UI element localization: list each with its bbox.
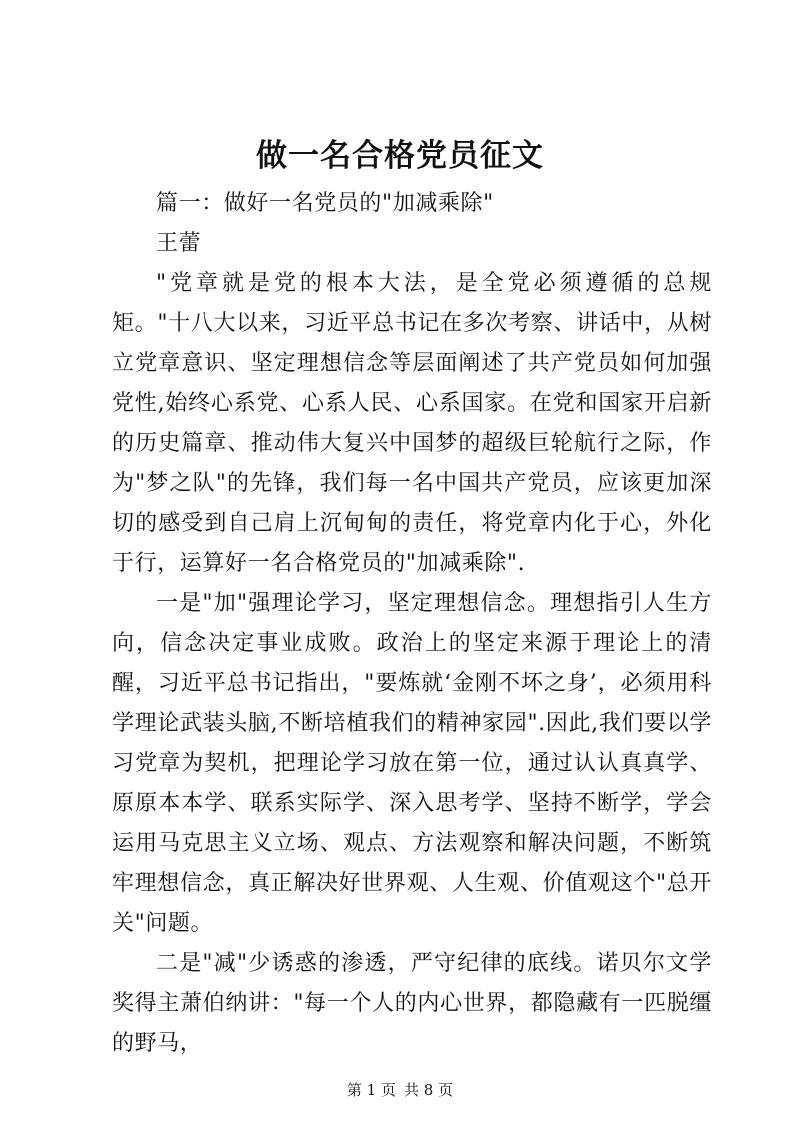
body-paragraph-1: "党章就是党的根本大法，是全党必须遵循的总规矩。"十八大以来，习近平总书记在多次考察、讲话中，从树立党章意识、坚定理想信念等层面阐述了共产党员如何加强党性,始终心系党、心系人民、心系国家。在党和国家开启新的历史篇章、推动伟大复兴中国梦的超级巨轮航行之际，作为"梦之队"的先锋，我们每一名中国共产党员，应该更加深切的感受到自己肩上沉甸甸的责任，将党章内化于心，外化于行，运算好一名合格党员的"加减乘除". <box>112 271 712 576</box>
page-number: 第 1 页 <box>346 1081 396 1099</box>
page-footer <box>0 1080 800 1100</box>
body-paragraph-3: 二是"减"少诱惑的渗透，严守纪律的底线。诺贝尔文学奖得主萧伯纳讲："每一个人的内心世界，都隐藏有一匹脱缰的野马， <box>112 951 712 1056</box>
author-name: 王蕾 <box>156 231 202 256</box>
page-total: 共 8 页 <box>404 1081 454 1099</box>
document-title: 做一名合格党员征文 <box>256 138 544 174</box>
section-heading: 篇一：做好一名党员的"加减乘除" <box>156 191 494 216</box>
document-body <box>112 184 712 1064</box>
body-paragraph-2: 一是"加"强理论学习，坚定理想信念。理想指引人生方向，信念决定事业成败。政治上的坚定来源于理论上的清醒，习近平总书记指出，"要炼就‘金刚不坏之身’，必须用科学理论武装头脑,不断培植我们的精神家园".因此,我们要以学习党章为契机，把理论学习放在第一位，通过认认真真学、原原本本学、联系实际学、深入思考学、坚持不断学，学会运用马克思主义立场、观点、方法观察和解决问题，不断筑牢理想信念，真正解决好世界观、人生观、价值观这个"总开关"问题。 <box>112 591 712 936</box>
